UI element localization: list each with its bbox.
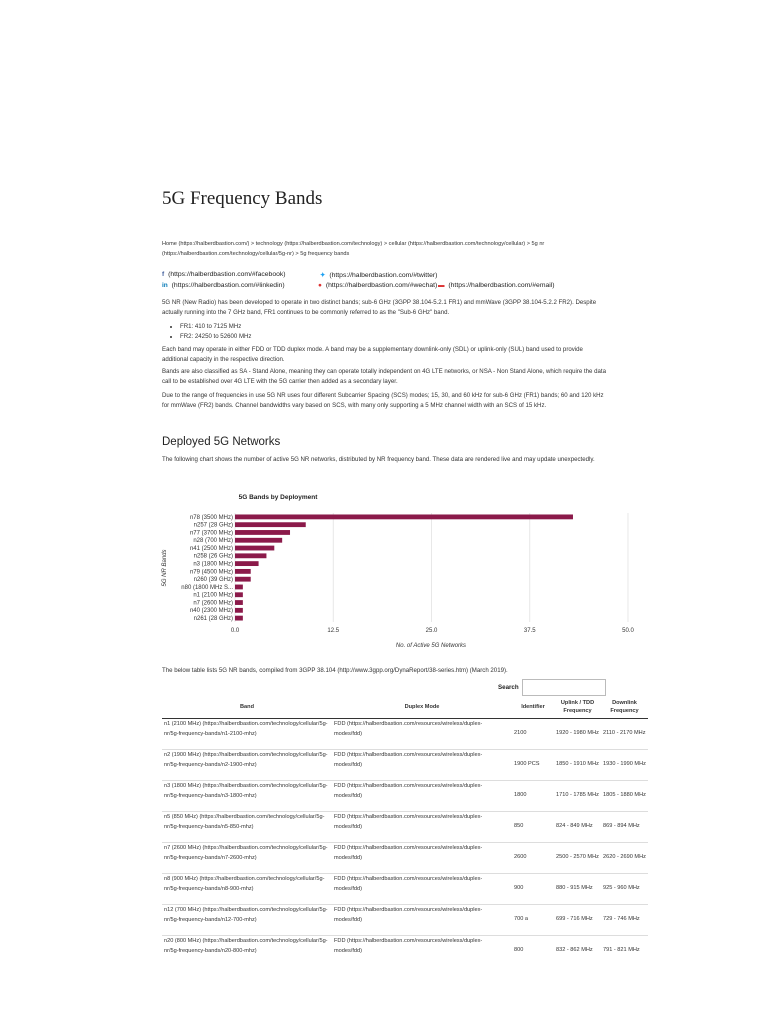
- table-header-row: [162, 696, 648, 719]
- column-header-band[interactable]: Band: [162, 696, 332, 719]
- column-header-uplink[interactable]: Uplink / TDD Frequency: [554, 696, 601, 719]
- bar[interactable]: [235, 600, 243, 605]
- wechat-icon: ●: [318, 282, 322, 289]
- band-cell[interactable]: n5 (850 MHz) (https://halberdbastion.com/technology/cellular/5g-nr/5g-frequency-bands/n5-850-mhz): [162, 812, 332, 843]
- band-cell[interactable]: n7 (2600 MHz) (https://halberdbastion.com/technology/cellular/5g-nr/5g-frequency-bands/n7-2600-mhz): [162, 843, 332, 874]
- downlink-cell: 2620 - 2690 MHz: [601, 843, 648, 874]
- x-tick-label: 50.0: [622, 628, 634, 634]
- bands-table: [162, 696, 648, 966]
- duplex-paragraph: Each band may operate in either FDD or TDD duplex mode. A band may be a supplementary downlink-only (SDL) or uplink-only (SUL) band used to provide additional capacity in the respective direction.: [162, 346, 583, 363]
- deployment-chart: [160, 486, 640, 656]
- twitter-icon: ✦: [320, 272, 326, 279]
- chart-y-axis-label: 5G NR Bands: [162, 549, 168, 587]
- bar[interactable]: [235, 608, 243, 613]
- uplink-cell: 2500 - 2570 MHz: [554, 843, 601, 874]
- identifier-cell: 850: [512, 812, 554, 843]
- category-label: n40 (2300 MHz): [189, 608, 233, 615]
- table-row: [162, 905, 648, 936]
- table-row: [162, 750, 648, 781]
- email-icon: ▬: [438, 282, 445, 289]
- band-cell[interactable]: n3 (1800 MHz) (https://halberdbastion.com/technology/cellular/5g-nr/5g-frequency-bands/n3-1800-mhz): [162, 781, 332, 812]
- duplex-cell[interactable]: FDD (https://halberdbastion.com/resources/wireless/duplex-modes/fdd): [332, 719, 512, 750]
- chart-svg: [160, 486, 640, 656]
- band-cell[interactable]: n20 (800 MHz) (https://halberdbastion.com/technology/cellular/5g-nr/5g-frequency-bands/n20-800-mhz): [162, 936, 332, 967]
- duplex-cell[interactable]: FDD (https://halberdbastion.com/resources/wireless/duplex-modes/fdd): [332, 843, 512, 874]
- duplex-cell[interactable]: FDD (https://halberdbastion.com/resources/wireless/duplex-modes/fdd): [332, 905, 512, 936]
- band-cell[interactable]: n12 (700 MHz) (https://halberdbastion.com/technology/cellular/5g-nr/5g-frequency-bands/n12-700-mhz): [162, 905, 332, 936]
- bar[interactable]: [235, 553, 266, 558]
- identifier-cell: 900: [512, 874, 554, 905]
- uplink-cell: 699 - 716 MHz: [554, 905, 601, 936]
- uplink-cell: 1920 - 1980 MHz: [554, 719, 601, 750]
- category-label: n260 (39 GHz): [193, 577, 233, 584]
- band-cell[interactable]: n8 (900 MHz) (https://halberdbastion.com/technology/cellular/5g-nr/5g-frequency-bands/n8-900-mhz): [162, 874, 332, 905]
- uplink-cell: 824 - 849 MHz: [554, 812, 601, 843]
- share-link-facebook[interactable]: [162, 271, 286, 278]
- identifier-cell: 2100: [512, 719, 554, 750]
- bar[interactable]: [235, 569, 251, 574]
- linkedin-icon: in: [162, 282, 168, 289]
- downlink-cell: 925 - 960 MHz: [601, 874, 648, 905]
- bar[interactable]: [235, 538, 282, 543]
- share-link-wechat[interactable]: [318, 282, 437, 289]
- share-link-text: (https://halberdbastion.com/#twitter): [329, 272, 438, 279]
- identifier-cell: 1900 PCS: [512, 750, 554, 781]
- uplink-cell: 832 - 862 MHz: [554, 936, 601, 967]
- frequency-range-list: [172, 322, 251, 341]
- band-cell[interactable]: n2 (1900 MHz) (https://halberdbastion.com/technology/cellular/5g-nr/5g-frequency-bands/n2-1900-mhz): [162, 750, 332, 781]
- search-label: Search: [498, 684, 519, 691]
- category-label: n261 (28 GHz): [193, 616, 233, 623]
- column-header-duplex-mode[interactable]: Duplex Mode: [332, 696, 512, 719]
- list-item: • FR2: 24250 to 52600 MHz: [180, 332, 251, 342]
- category-label: n80 (1800 MHz S...: [181, 584, 233, 591]
- bar[interactable]: [235, 522, 306, 527]
- category-label: n79 (4500 MHz): [189, 569, 233, 576]
- identifier-cell: 1800: [512, 781, 554, 812]
- share-link-email[interactable]: [438, 282, 555, 289]
- facebook-icon: f: [162, 271, 165, 278]
- identifier-cell: 800: [512, 936, 554, 967]
- table-row: [162, 812, 648, 843]
- x-tick-label: 37.5: [523, 628, 536, 634]
- downlink-cell: 1930 - 1990 MHz: [601, 750, 648, 781]
- band-cell[interactable]: n1 (2100 MHz) (https://halberdbastion.com/technology/cellular/5g-nr/5g-frequency-bands/n1-2100-mhz): [162, 719, 332, 750]
- category-label: n258 (26 GHz): [193, 553, 233, 560]
- duplex-cell[interactable]: FDD (https://halberdbastion.com/resources/wireless/duplex-modes/fdd): [332, 781, 512, 812]
- table-row: [162, 781, 648, 812]
- breadcrumb[interactable]: Home (https://halberdbastion.com/) > technology (https://halberdbastion.com/technology) > cellular (https://halberdbastion.com/technology/cellular) > 5g nr (https://halberdbastion.com/technology/cellular/5g-nr) > 5g frequency bands: [162, 241, 545, 257]
- table-row: [162, 874, 648, 905]
- search-input[interactable]: [522, 679, 606, 696]
- downlink-cell: 1805 - 1880 MHz: [601, 781, 648, 812]
- downlink-cell: 2110 - 2170 MHz: [601, 719, 648, 750]
- category-label: n7 (2600 MHz): [193, 600, 233, 607]
- table-intro: The below table lists 5G NR bands, compiled from 3GPP 38.104 (http://www.3gpp.org/DynaReport/38-series.htm) (March 2019).: [162, 667, 508, 674]
- x-tick-label: 25.0: [425, 628, 438, 634]
- category-label: n257 (28 GHz): [193, 522, 233, 529]
- share-link-text: (https://halberdbastion.com/#linkedin): [171, 282, 285, 289]
- bar[interactable]: [235, 585, 243, 590]
- bar[interactable]: [235, 577, 251, 582]
- bar[interactable]: [235, 530, 290, 535]
- x-tick-label: 12.5: [327, 628, 340, 634]
- bar[interactable]: [235, 561, 259, 566]
- scs-paragraph: Due to the range of frequencies in use 5G NR uses four different Subcarrier Spacing (SCS) modes; 15, 30, and 60 kHz for sub-6 GHz (FR1) bands; 60 and 120 kHz for mmWave (FR2) bands. Channel bandwidths vary based on SCS, with many only supporting a 5 MHz channel width with an SCS of 15 kHz.: [162, 392, 604, 409]
- identifier-cell: 700 a: [512, 905, 554, 936]
- share-link-twitter[interactable]: [320, 271, 437, 279]
- share-link-linkedin[interactable]: [162, 282, 285, 289]
- uplink-cell: 880 - 915 MHz: [554, 874, 601, 905]
- bar[interactable]: [235, 592, 243, 597]
- table-row: [162, 936, 648, 967]
- x-tick-label: 0.0: [230, 628, 240, 634]
- chart-title: 5G Bands by Deployment: [238, 494, 318, 501]
- category-label: n41 (2500 MHz): [189, 545, 233, 552]
- category-label: n3 (1800 MHz): [193, 561, 233, 568]
- duplex-cell[interactable]: FDD (https://halberdbastion.com/resources/wireless/duplex-modes/fdd): [332, 750, 512, 781]
- category-label: n28 (700 MHz): [193, 538, 233, 545]
- standalone-paragraph: Bands are also classified as SA - Stand Alone, meaning they can operate totally independent on 4G LTE networks, or NSA - Non Stand Alone, which require the data call to be established over 4G LTE with the 5G carrier then added as a secondary layer.: [162, 368, 606, 385]
- category-label: n1 (2100 MHz): [193, 592, 233, 599]
- downlink-cell: 869 - 894 MHz: [601, 812, 648, 843]
- page-title: 5G Frequency Bands: [162, 188, 323, 209]
- bar[interactable]: [235, 514, 573, 519]
- bar[interactable]: [235, 616, 243, 621]
- downlink-cell: 791 - 821 MHz: [601, 936, 648, 967]
- duplex-cell[interactable]: FDD (https://halberdbastion.com/resources/wireless/duplex-modes/fdd): [332, 812, 512, 843]
- category-label: n77 (3700 MHz): [189, 530, 233, 537]
- table-row: [162, 719, 648, 750]
- share-link-text: (https://halberdbastion.com/#email): [448, 282, 555, 289]
- category-label: n78 (3500 MHz): [189, 514, 233, 521]
- intro-paragraph: 5G NR (New Radio) has been developed to operate in two distinct bands; sub-6 GHz (3GPP 38.104-5.2.1 FR1) and mmWave (3GPP 38.104-5.2.2 FR2). Despite actually running into the 7 GHz band, FR1 continues to be commonly referred to as the "Sub-6 GHz" band.: [162, 299, 597, 316]
- chart-intro: The following chart shows the number of active 5G NR networks, distributed by NR frequency band. These data are rendered live and may update unexpectedly.: [162, 456, 595, 463]
- identifier-cell: 2600: [512, 843, 554, 874]
- uplink-cell: 1850 - 1910 MHz: [554, 750, 601, 781]
- share-link-text: (https://halberdbastion.com/#facebook): [168, 271, 286, 278]
- chart-x-axis-label: No. of Active 5G Networks: [395, 643, 467, 649]
- table-row: [162, 843, 648, 874]
- duplex-cell[interactable]: FDD (https://halberdbastion.com/resources/wireless/duplex-modes/fdd): [332, 936, 512, 967]
- list-item: • FR1: 410 to 7125 MHz: [180, 322, 251, 332]
- downlink-cell: 729 - 746 MHz: [601, 905, 648, 936]
- section-heading: Deployed 5G Networks: [162, 436, 281, 448]
- column-header-downlink[interactable]: Downlink Frequency: [601, 696, 648, 719]
- duplex-cell[interactable]: FDD (https://halberdbastion.com/resources/wireless/duplex-modes/fdd): [332, 874, 512, 905]
- bar[interactable]: [235, 546, 274, 551]
- column-header-identifier[interactable]: Identifier: [512, 696, 554, 719]
- share-link-text: (https://halberdbastion.com/#wechat): [325, 282, 438, 289]
- uplink-cell: 1710 - 1785 MHz: [554, 781, 601, 812]
